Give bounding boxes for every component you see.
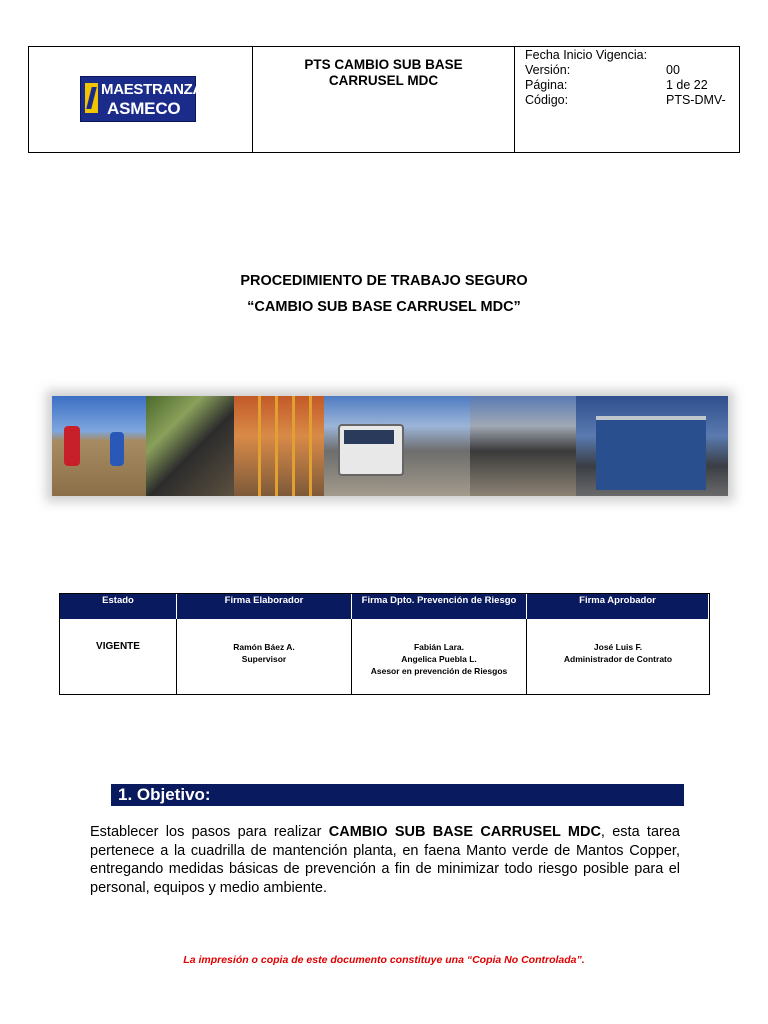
signature-table — [59, 593, 710, 695]
header-title-line1: PTS CAMBIO SUB BASE — [304, 57, 463, 72]
workers-photo-icon — [52, 396, 146, 496]
worker-figure — [64, 426, 80, 466]
truck-photo-icon — [324, 396, 470, 496]
logo-cell — [29, 47, 253, 152]
scaffolding-photo-icon — [234, 396, 324, 496]
meta-label: Página: — [525, 78, 568, 92]
sig-header-estado: Estado — [60, 594, 177, 619]
meta-label: Versión: — [525, 63, 571, 77]
meta-value: 00 — [666, 63, 680, 77]
meta-row-version — [525, 63, 735, 78]
sig-cell-prevencion — [352, 619, 527, 694]
sig-cell-aprobador — [527, 619, 709, 694]
sig-aprobador-name: José Luis F. — [593, 642, 643, 652]
logo-mark-icon — [85, 83, 98, 113]
sig-prevencion-role: Asesor en prevención de Riesgos — [370, 666, 508, 676]
meta-row-fecha — [525, 48, 735, 63]
para-text-bold: CAMBIO SUB BASE CARRUSEL MDC — [328, 824, 601, 840]
para-text-after: , esta tarea pertenece a la cuadrilla de mantención planta, en faena Manto verde de Mantos Copper, entregando medidas básicas de prevención a fin de minimizar todo riesgo posible para el personal, equipos y medio ambiente. — [90, 824, 680, 896]
sig-prevencion-name1: Fabián Lara. — [413, 642, 465, 652]
logo-text-line1: MAESTRANZA — [101, 81, 203, 98]
sig-aprobador-role: Administrador de Contrato — [563, 654, 673, 664]
logo-text-line2: ASMECO — [107, 99, 181, 118]
header-title — [253, 47, 515, 152]
sig-header-prevencion: Firma Dpto. Prevención de Riesgo — [352, 594, 527, 619]
conveyor-photo-icon — [470, 396, 576, 496]
document-header — [28, 46, 740, 153]
section-paragraph-objetivo — [90, 823, 680, 897]
meta-label: Fecha Inicio Vigencia: — [525, 48, 648, 62]
sig-cell-elaborador — [177, 619, 352, 694]
workshop-photo-icon — [576, 396, 728, 496]
sig-elaborador-role: Supervisor — [241, 654, 287, 664]
photo-strip — [52, 396, 728, 496]
header-title-line2: CARRUSEL MDC — [328, 73, 439, 88]
para-text-before: Establecer los pasos para realizar — [90, 824, 329, 840]
section-heading-objetivo: 1. Objetivo: — [111, 784, 684, 806]
sig-prevencion-name2: Angelica Puebla L. — [401, 654, 477, 664]
document-subtitle: “CAMBIO SUB BASE CARRUSEL MDC” — [247, 299, 521, 315]
uncontrolled-copy-note: La impresión o copia de este documento constituye una “Copia No Controlada”. — [183, 954, 585, 966]
pipe-work-photo-icon — [146, 396, 234, 496]
sig-cell-estado: VIGENTE — [60, 619, 177, 694]
shed-shape — [596, 416, 706, 490]
worker-figure — [110, 432, 124, 466]
meta-row-codigo — [525, 93, 735, 108]
document-title: PROCEDIMIENTO DE TRABAJO SEGURO — [240, 273, 528, 289]
meta-value: 1 de 22 — [666, 78, 708, 92]
sig-header-elaborador: Firma Elaborador — [177, 594, 352, 619]
sig-elaborador-name: Ramón Báez A. — [233, 642, 295, 652]
meta-row-pagina — [525, 78, 735, 93]
company-logo — [80, 76, 203, 122]
sig-header-aprobador: Firma Aprobador — [527, 594, 709, 619]
meta-value: PTS-DMV- — [666, 93, 726, 107]
header-meta — [515, 47, 739, 152]
meta-label: Código: — [525, 93, 569, 107]
truck-shape — [338, 424, 404, 476]
scaffold-shape — [244, 396, 314, 496]
